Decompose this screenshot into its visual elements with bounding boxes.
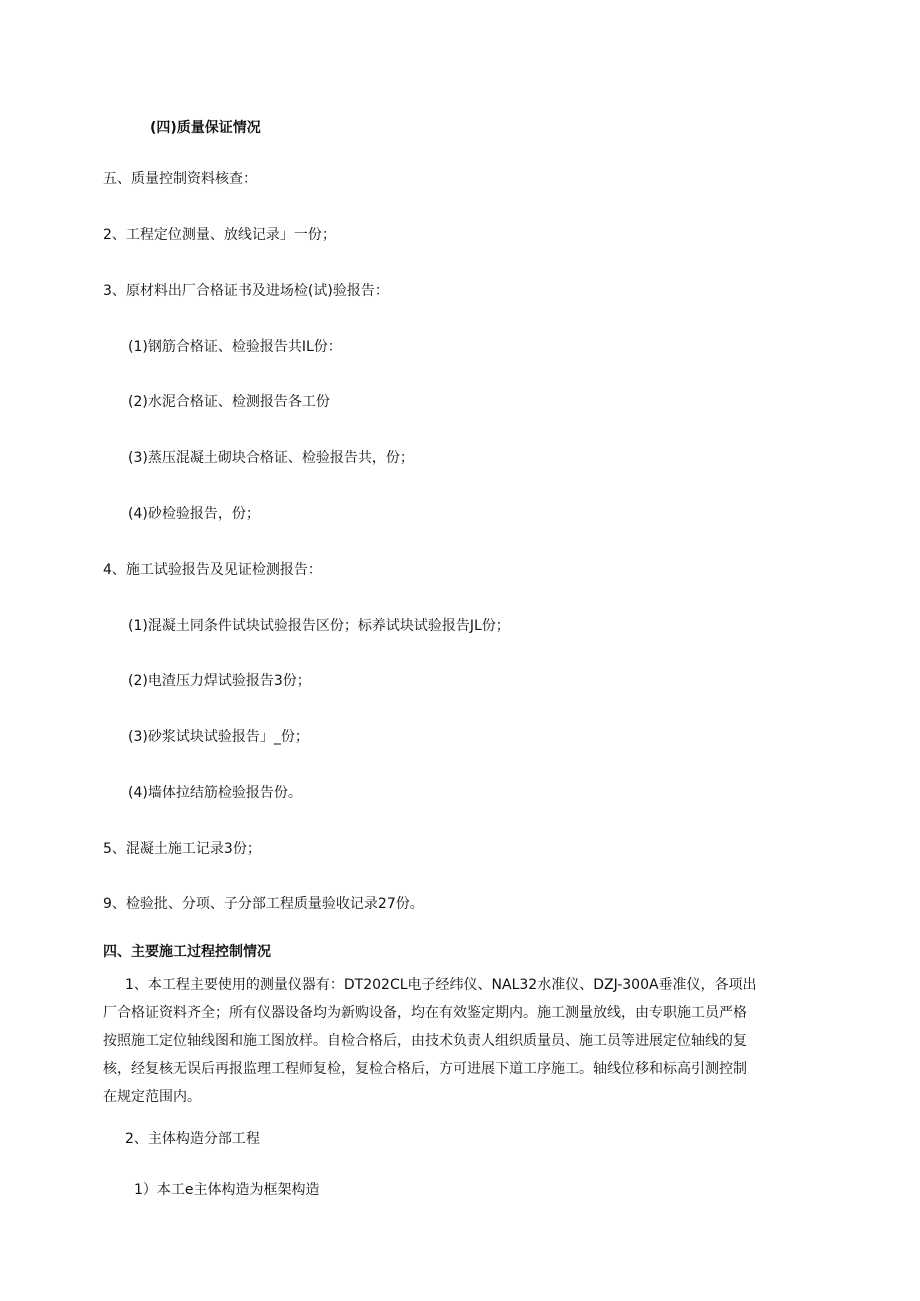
list-item: (3)蒸压混凝土砌块合格证、检验报告共，份；: [128, 450, 414, 466]
paragraph-line: 核，经复核无误后再报监理工程师复检，复检合格后，方可进展下道工序施工。轴线位移和标高引测控制: [103, 1061, 747, 1077]
list-item: (1)混凝土同条件试块试验报告区份；标养试块试验报告JL份；: [128, 618, 510, 634]
subheading-2: 2、主体构造分部工程: [125, 1131, 260, 1147]
paragraph-1: [103, 971, 823, 1111]
list-item: (3)砂浆试块试验报告」_份；: [128, 729, 309, 745]
list-item: 3、原材料出厂合格证书及进场检(试)验报告：: [103, 283, 389, 299]
main-heading: 四、主要施工过程控制情况: [103, 944, 271, 960]
paragraph-line: 1、本工程主要使用的测量仪器有：DT202CL电子经纬仪、NAL32水准仪、DZJ-300A垂准仪，各项出: [125, 977, 757, 993]
paragraph-line: 在规定范围内。: [103, 1089, 201, 1105]
list-item: 9、检验批、分项、子分部工程质量验收记录27份。: [103, 896, 424, 912]
paragraph-line: 厂合格证资料齐全；所有仪器设备均为新购设备，均在有效鉴定期内。施工测量放线，由专职施工员严格: [103, 1005, 747, 1021]
paragraph-line: 按照施工定位轴线图和施工图放样。自检合格后，由技术负责人组织质量员、施工员等进展定位轴线的复: [103, 1033, 747, 1049]
list-item: (4)墙体拉结筋检验报告份。: [128, 785, 302, 801]
list-item: (4)砂检验报告，份；: [128, 506, 260, 522]
list-item: 2、工程定位测量、放线记录」一份；: [103, 227, 336, 243]
subitem-1: 1）本工e主体构造为框架构造: [134, 1182, 320, 1198]
section5-title: 五、质量控制资料核查：: [103, 171, 257, 187]
list-item: (1)钢筋合格证、检验报告共IL份：: [128, 339, 342, 355]
list-item: (2)水泥合格证、检测报告各工份: [128, 394, 330, 410]
list-item: 4、施工试验报告及见证检测报告：: [103, 562, 322, 578]
list-item: (2)电渣压力焊试验报告3份；: [128, 673, 311, 689]
list-item: 5、混凝土施工记录3份；: [103, 841, 261, 857]
section4-title: (四)质量保证情况: [150, 120, 261, 136]
